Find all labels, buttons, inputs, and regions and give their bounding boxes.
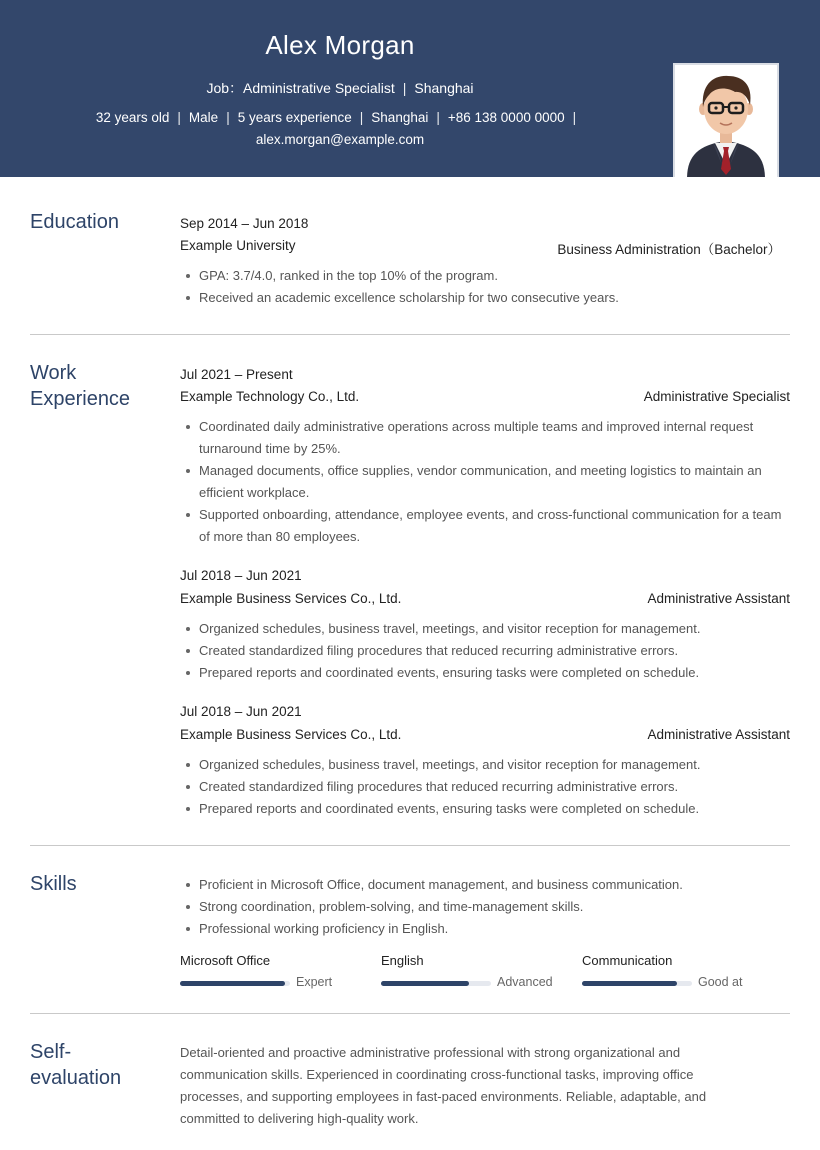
avatar-icon bbox=[675, 65, 777, 177]
company-name: Example Business Services Co., Ltd. bbox=[180, 591, 402, 606]
skill-bar-fill bbox=[582, 981, 677, 986]
list-item: Prepared reports and coordinated events, ensuring tasks were completed on schedule. bbox=[186, 798, 790, 820]
job-bullets bbox=[186, 416, 790, 548]
list-item: Created standardized filing procedures that reduced recurring administrative errors. bbox=[186, 776, 790, 798]
skill-level: Good at bbox=[698, 975, 743, 989]
list-item: Created standardized filing procedures that reduced recurring administrative errors. bbox=[186, 640, 790, 662]
list-item: Professional working proficiency in English. bbox=[186, 918, 790, 940]
job-role: Administrative Specialist bbox=[643, 389, 790, 404]
skill-name: Microsoft Office bbox=[180, 953, 271, 968]
experience-years: 5 years experience bbox=[237, 110, 352, 125]
skill-level: Advanced bbox=[497, 975, 553, 989]
personal-info-line bbox=[0, 110, 680, 125]
list-item: Organized schedules, business travel, meetings, and visitor reception for management. bbox=[186, 618, 790, 640]
skill-name: English bbox=[381, 953, 424, 968]
candidate-name: Alex Morgan bbox=[265, 30, 415, 60]
list-item: Proficient in Microsoft Office, document management, and business communication. bbox=[186, 874, 790, 896]
email-line bbox=[0, 132, 680, 147]
job-title: Job：Administrative Specialist bbox=[206, 80, 395, 96]
section-title-self-evaluation bbox=[30, 1039, 121, 1091]
section-title-work bbox=[30, 360, 130, 412]
separator: | bbox=[177, 110, 181, 125]
section-title-skills: Skills bbox=[30, 873, 77, 895]
company-name: Example Technology Co., Ltd. bbox=[180, 389, 360, 404]
skill-bar-track bbox=[180, 981, 290, 986]
section-title-line: Experience bbox=[30, 388, 131, 410]
skill-name: Communication bbox=[582, 953, 673, 968]
skill-level: Expert bbox=[296, 975, 333, 989]
resume-header bbox=[0, 0, 820, 177]
job-date: Jul 2018 – Jun 2021 bbox=[180, 704, 302, 719]
section-title-education: Education bbox=[30, 211, 119, 233]
self-evaluation-text: Detail-oriented and proactive administrative professional with strong organizational and communication skills. Experienced in coordinating cross-functional tasks, improving office processes, and supporting employees in fast-paced environments. Reliable, adaptable, and committed to delivering high-quality work. bbox=[180, 1045, 707, 1126]
skill-item bbox=[180, 953, 360, 993]
age: 32 years old bbox=[95, 110, 170, 125]
skill-bar-fill bbox=[381, 981, 469, 986]
gender: Male bbox=[188, 110, 219, 125]
email: alex.morgan@example.com bbox=[255, 132, 425, 147]
education-bullets bbox=[186, 265, 790, 309]
phone: +86 138 0000 0000 bbox=[447, 110, 565, 125]
list-item: Managed documents, office supplies, vendor communication, and meeting logistics to maintain an efficient workplace. bbox=[186, 460, 790, 504]
separator: | bbox=[402, 80, 407, 96]
separator: | bbox=[572, 110, 577, 125]
divider bbox=[30, 334, 790, 335]
section-title-line: evaluation bbox=[30, 1067, 122, 1089]
list-item: Supported onboarding, attendance, employee events, and cross-functional communication for a team of more than 80 employees. bbox=[186, 504, 790, 548]
skills-bullets bbox=[186, 874, 790, 940]
separator: | bbox=[436, 110, 440, 125]
list-item: Prepared reports and coordinated events, ensuring tasks were completed on schedule. bbox=[186, 662, 790, 684]
job-role: Administrative Assistant bbox=[647, 591, 790, 606]
separator: | bbox=[226, 110, 230, 125]
job-line bbox=[0, 78, 680, 98]
skill-item bbox=[582, 953, 762, 993]
school-name: Example University bbox=[180, 238, 296, 253]
company-name: Example Business Services Co., Ltd. bbox=[180, 727, 402, 742]
job-date: Jul 2018 – Jun 2021 bbox=[180, 568, 302, 583]
section-title-line: Work bbox=[30, 362, 77, 384]
separator: | bbox=[359, 110, 364, 125]
education-date: Sep 2014 – Jun 2018 bbox=[180, 216, 309, 231]
list-item: Strong coordination, problem-solving, and time-management skills. bbox=[186, 896, 790, 918]
skill-bar-track bbox=[381, 981, 491, 986]
job-bullets bbox=[186, 754, 790, 820]
job-bullets bbox=[186, 618, 790, 684]
divider bbox=[30, 1013, 790, 1014]
divider bbox=[30, 845, 790, 846]
profile-photo bbox=[673, 63, 779, 177]
section-title-line: Self- bbox=[30, 1041, 72, 1063]
skill-bar-track bbox=[582, 981, 692, 986]
job-city: Shanghai bbox=[414, 80, 474, 96]
list-item: GPA: 3.7/4.0, ranked in the top 10% of the program. bbox=[186, 265, 790, 287]
job-date: Jul 2021 – Present bbox=[180, 367, 293, 382]
skill-bar-fill bbox=[180, 981, 285, 986]
list-item: Coordinated daily administrative operations across multiple teams and improved internal request turnaround time by 25%. bbox=[186, 416, 790, 460]
skill-item bbox=[381, 953, 561, 993]
list-item: Organized schedules, business travel, meetings, and visitor reception for management. bbox=[186, 754, 790, 776]
degree-major: Business Administration（Bachelor） bbox=[557, 242, 781, 257]
city: Shanghai bbox=[371, 110, 429, 125]
job-role: Administrative Assistant bbox=[647, 727, 790, 742]
list-item: Received an academic excellence scholarship for two consecutive years. bbox=[186, 287, 790, 309]
